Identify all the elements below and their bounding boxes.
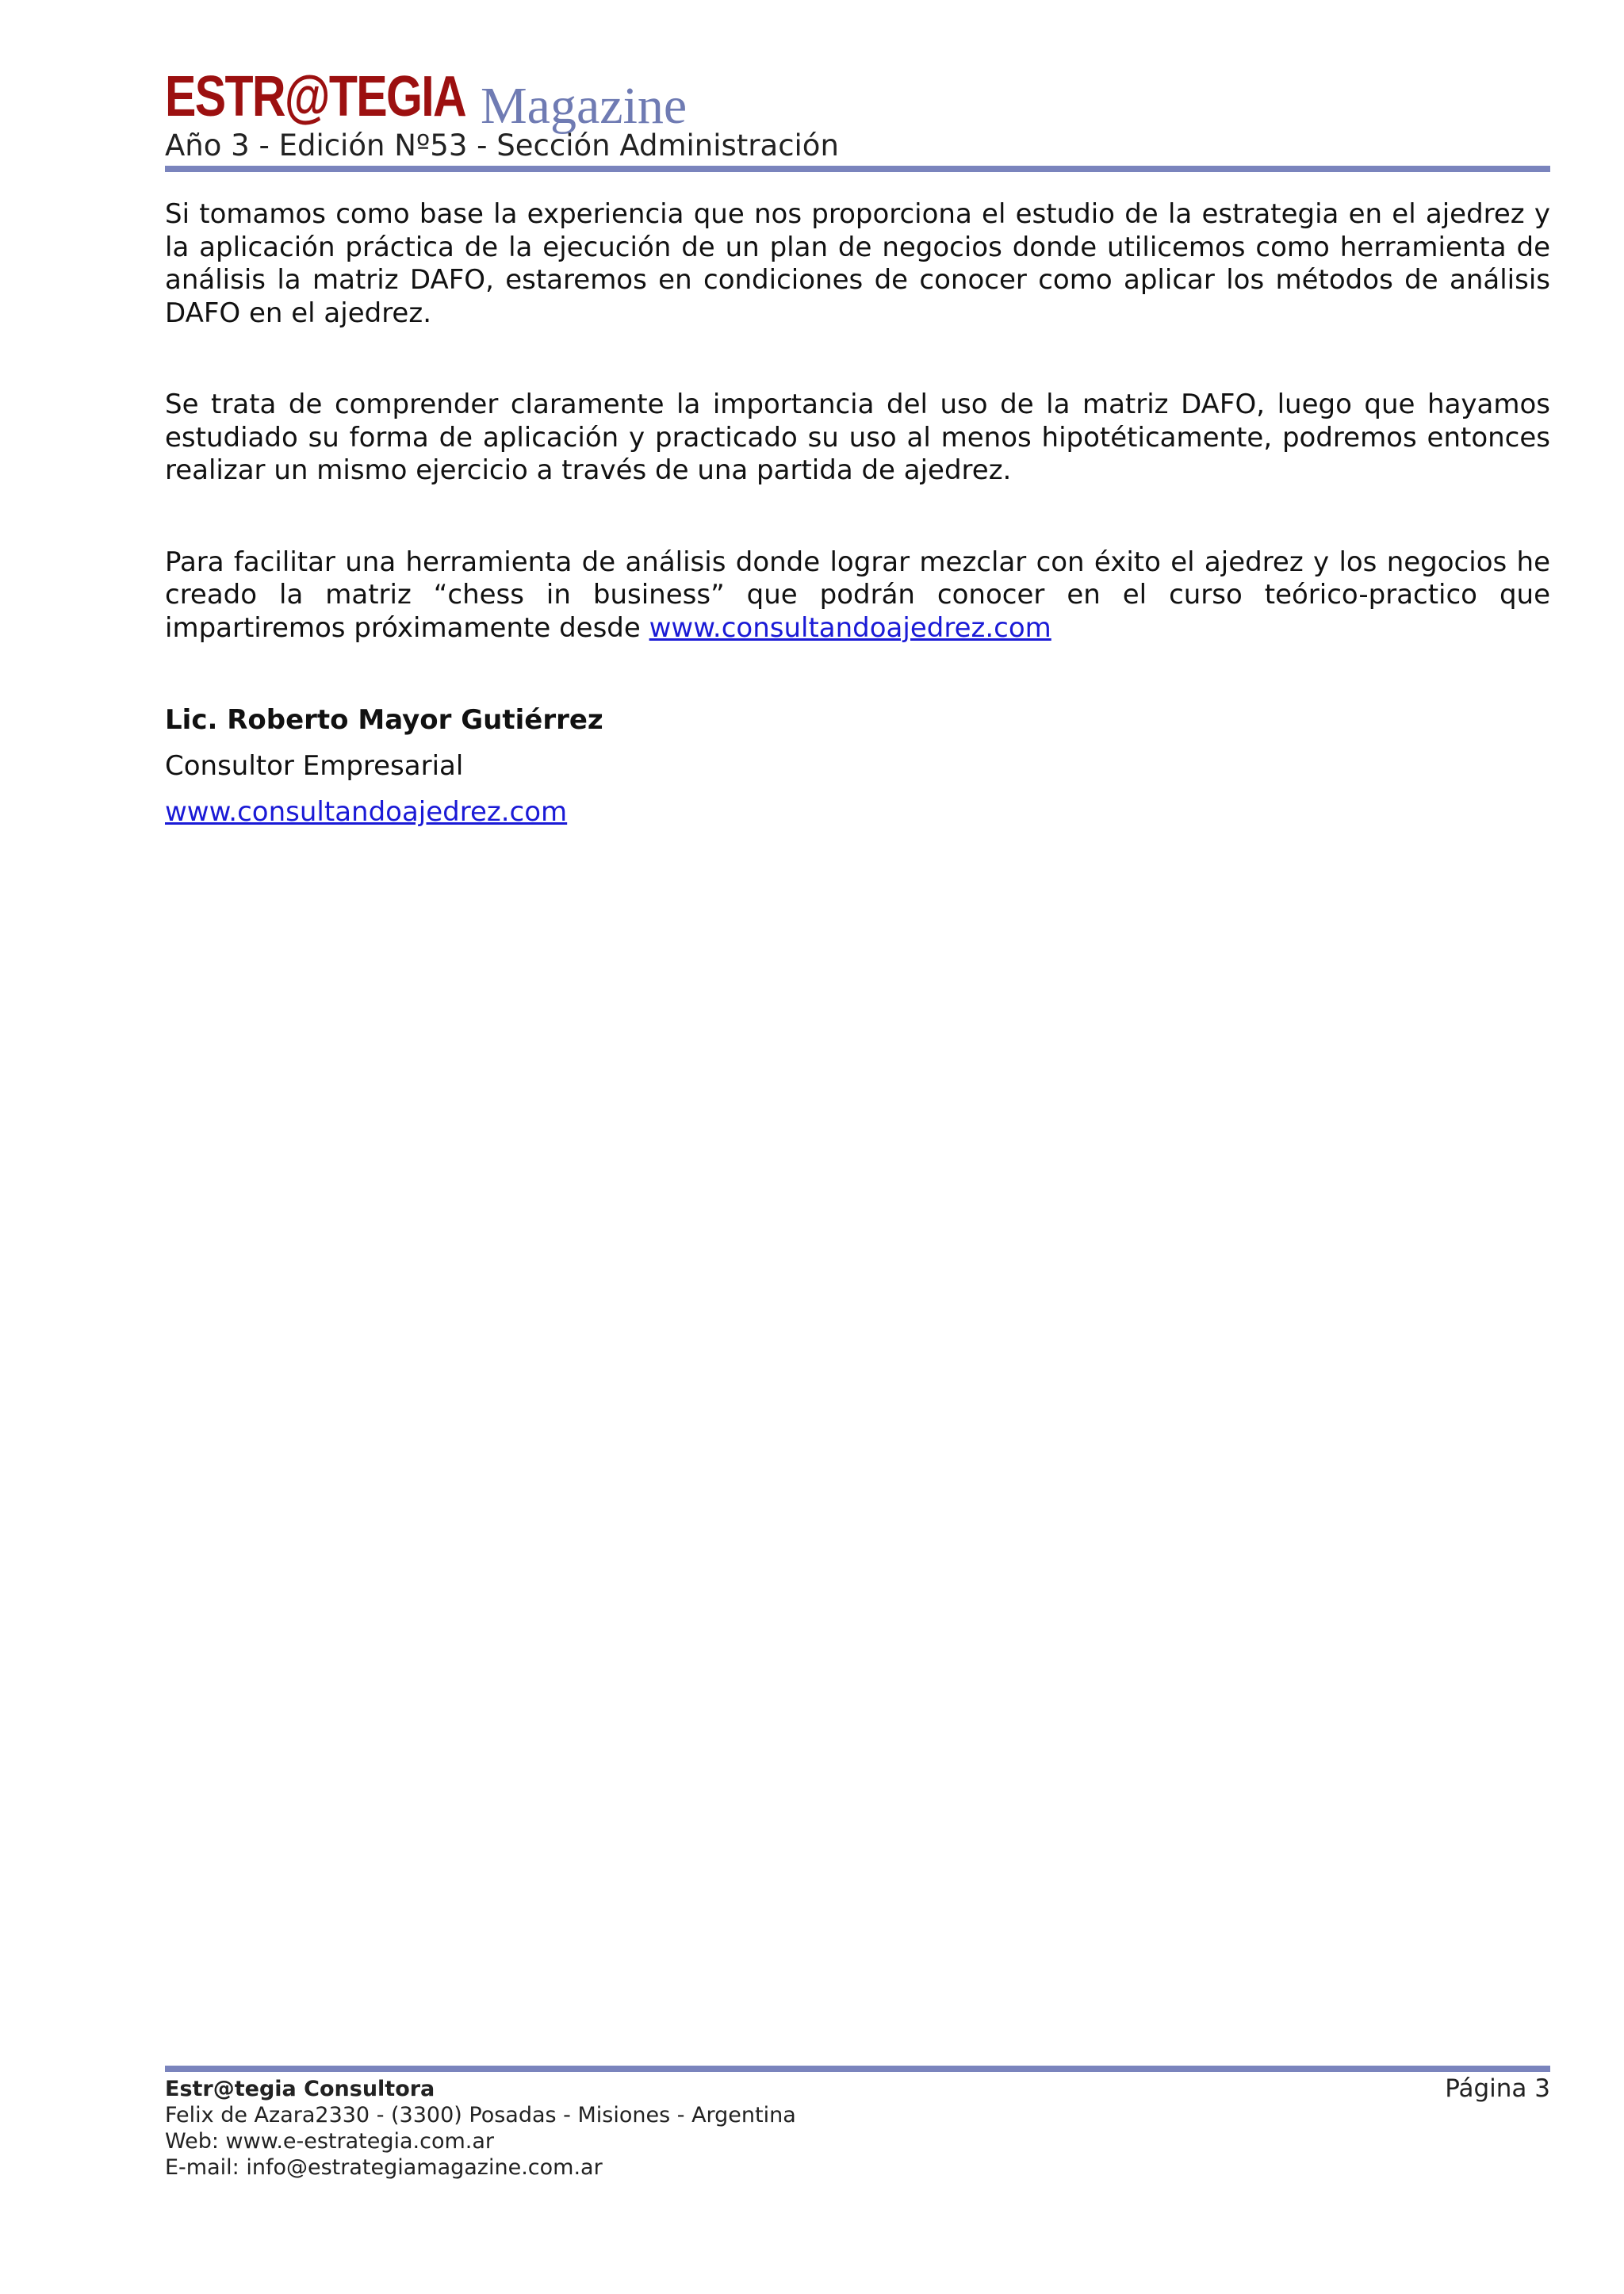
- paragraph-3-link[interactable]: www.consultandoajedrez.com: [649, 611, 1051, 644]
- paragraph-1: Si tomamos como base la experiencia que nos proporciona el estudio de la estrategia en el ajedrez y la aplicación práctica de la ejecución de un plan de negocios donde utilicemos como herramienta de análisis la matriz DAFO, estaremos en condiciones de conocer como aplicar los métodos de análisis DAFO en el ajedrez.: [165, 198, 1550, 329]
- footer-divider: [165, 2066, 1550, 2072]
- footer-web: Web: www.e-estrategia.com.ar: [165, 2129, 495, 2154]
- edition-line: Año 3 - Edición Nº53 - Sección Administración: [165, 128, 839, 163]
- page-number: Página 3: [1445, 2074, 1550, 2103]
- footer-address: Felix de Azara2330 - (3300) Posadas - Misiones - Argentina: [165, 2103, 796, 2127]
- footer-company: Estr@tegia Consultora: [165, 2077, 435, 2101]
- article-body: [165, 198, 1550, 703]
- author-website-link[interactable]: www.consultandoajedrez.com: [165, 796, 568, 828]
- brand-logo-main: ESTR@TEGIA: [165, 65, 466, 128]
- paragraph-3-text: Para facilitar una herramienta de análisis donde lograr mezclar con éxito el ajedrez y los negocios he creado la matriz “chess in business” que podrán conocer en el curso teórico-practico que impartiremos próximamente desde: [165, 546, 1550, 644]
- masthead: [165, 65, 688, 135]
- header-divider: [165, 166, 1550, 172]
- page-footer: [165, 2076, 1550, 2181]
- author-name: Lic. Roberto Mayor Gutiérrez: [165, 704, 603, 736]
- author-website: [165, 795, 603, 829]
- signature-block: [165, 703, 603, 829]
- document-page: [165, 0, 1550, 2294]
- brand-logo-sub: Magazine: [481, 77, 688, 135]
- footer-email: E-mail: info@estrategiamagazine.com.ar: [165, 2155, 603, 2180]
- paragraph-2: Se trata de comprender claramente la importancia del uso de la matriz DAFO, luego que hayamos estudiado su forma de aplicación y practicado su uso al menos hipotéticamente, podremos entonces realizar un mismo ejercicio a través de una partida de ajedrez.: [165, 389, 1550, 486]
- paragraph-3: [165, 546, 1550, 645]
- author-role: Consultor Empresarial: [165, 750, 464, 782]
